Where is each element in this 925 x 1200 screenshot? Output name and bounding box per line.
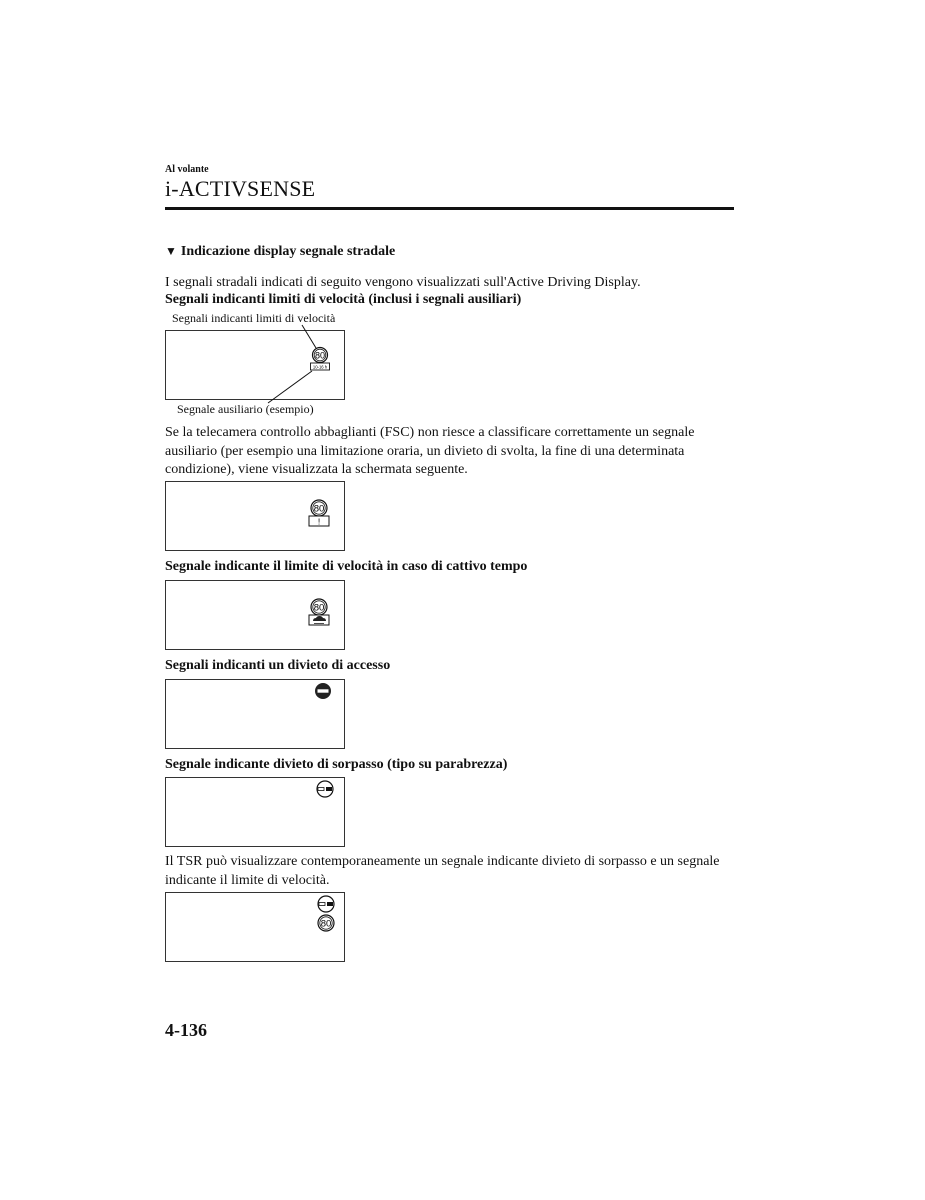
callout-auxiliary-label: Segnale ausiliario (esempio) bbox=[177, 402, 314, 416]
speed-limit-value: 80 bbox=[314, 350, 326, 361]
no-entry-heading: Segnali indicanti un divieto di accesso bbox=[165, 658, 391, 673]
fsc-paragraph: Se la telecamera controllo abbaglianti (FSC) non riesce a classificare correttamente un segnale ausiliario (per esempio una limitazione oraria, un divieto di svolta, la fine di una determinata condizione), viene visualizzata la schermata seguente. bbox=[165, 425, 695, 478]
combined-paragraph: Il TSR può visualizzare contemporaneamente un segnale indicante divieto di sorpasso e un segnale indicante il limite di velocità. bbox=[165, 854, 720, 888]
bad-weather-heading: Segnale indicante il limite di velocità in caso di cattivo tempo bbox=[165, 559, 528, 574]
fsc-speed-value: 80 bbox=[313, 503, 325, 515]
speed-limits-heading: Segnali indicanti limiti di velocità (inclusi i segnali ausiliari) bbox=[165, 292, 522, 307]
page-title: i-ACTIVSENSE bbox=[165, 176, 316, 201]
subheading-text: Indicazione display segnale stradale bbox=[180, 244, 396, 259]
bad-weather-speed-value: 80 bbox=[313, 602, 325, 614]
page-number: 4-136 bbox=[165, 1020, 207, 1040]
section-label: Al volante bbox=[165, 164, 209, 175]
no-overtaking-heading: Segnale indicante divieto di sorpasso (tipo su parabrezza) bbox=[165, 757, 508, 772]
intro-paragraph: I segnali stradali indicati di seguito vengono visualizzati sull'Active Driving Display. bbox=[165, 275, 641, 290]
auxiliary-sign-text: 10-16 h bbox=[312, 364, 328, 370]
exclamation-icon: ! bbox=[317, 516, 321, 527]
triangle-marker-icon: ▼ bbox=[165, 244, 177, 258]
combined-speed-value: 80 bbox=[320, 918, 332, 930]
callout-speed-limit-label: Segnali indicanti limiti di velocità bbox=[172, 311, 336, 325]
